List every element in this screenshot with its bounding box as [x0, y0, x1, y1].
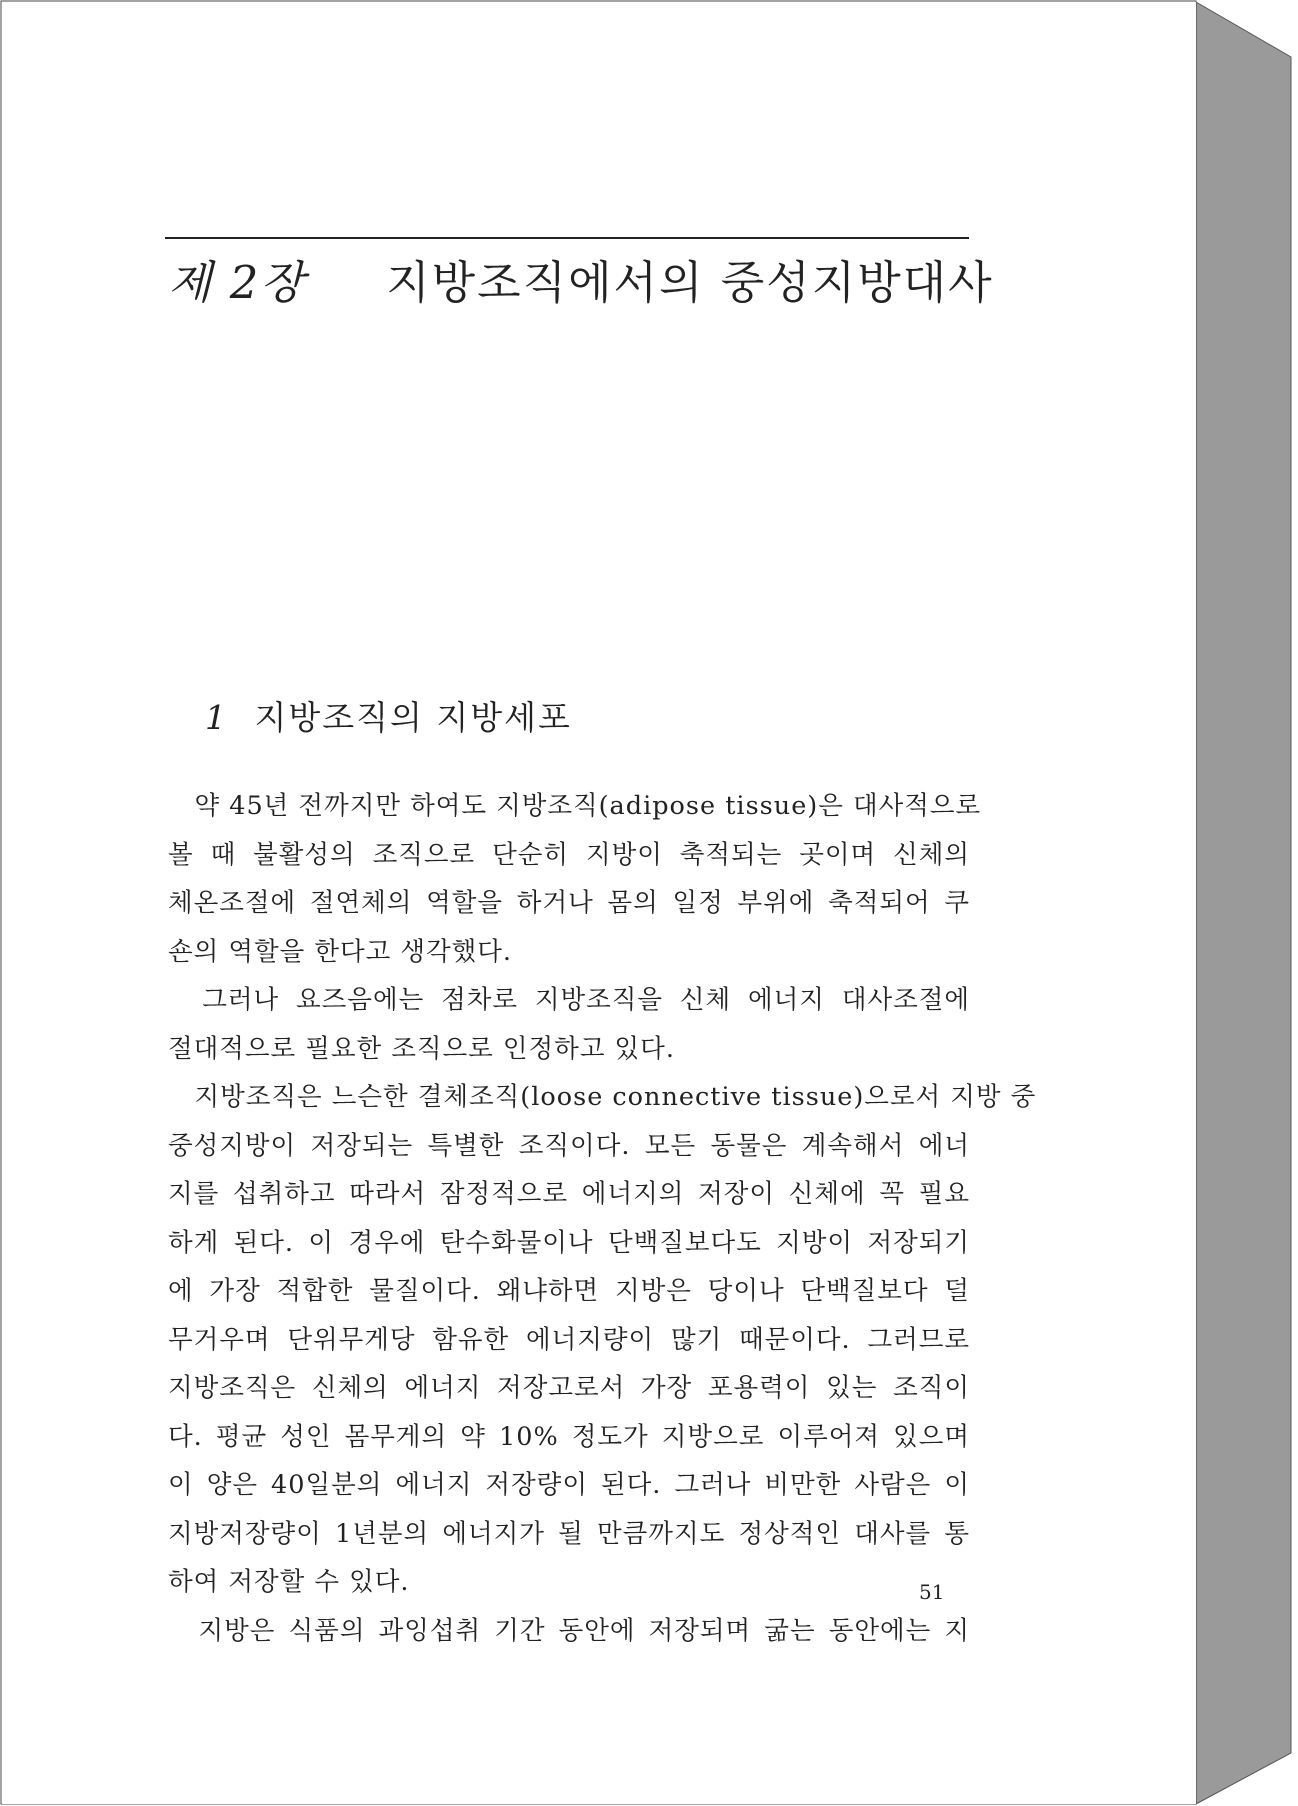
- text-line: 무거우며 단위무게당 함유한 에너지량이 많기 때문이다. 그러므로: [168, 1324, 970, 1355]
- text-line: 이 양은 40일분의 에너지 저장량이 된다. 그러나 비만한 사람은 이: [168, 1470, 970, 1500]
- chapter-rule: [165, 237, 969, 239]
- text-line: 그러나 요즈음에는 점차로 지방조직을 신체 에너지 대사조절에: [168, 985, 970, 1015]
- section-number: 1: [205, 698, 228, 737]
- text-line: 절대적으로 필요한 조직으로 인정하고 있다.: [168, 1033, 675, 1064]
- page-number: 51: [919, 1580, 945, 1604]
- chapter-heading: [168, 246, 994, 311]
- section-title: 지방조직의 지방세포: [254, 698, 572, 737]
- section-heading: [205, 692, 572, 739]
- text-line: 에 가장 적합한 물질이다. 왜냐하면 지방은 당이나 단백질보다 덜: [168, 1276, 970, 1306]
- text-line: 하게 된다. 이 경우에 탄수화물이나 단백질보다도 지방이 저장되기: [168, 1227, 970, 1258]
- text-line: 약 45년 전까지만 하여도 지방조직(adipose tissue)은 대사적으로: [168, 791, 982, 821]
- chapter-title: 지방조직에서의 중성지방대사: [386, 256, 994, 309]
- text-line: 지를 섭취하고 따라서 잠정적으로 에너지의 저장이 신체에 꼭 필요: [168, 1179, 970, 1209]
- chapter-number: 제 2장: [168, 256, 306, 309]
- text-line: 중성지방이 저장되는 특별한 조직이다. 모든 동물은 계속해서 에너: [168, 1130, 970, 1161]
- text-line: 지방저장량이 1년분의 에너지가 될 만큼까지도 정상적인 대사를 통: [168, 1518, 970, 1549]
- text-line: 볼 때 불활성의 조직으로 단순히 지방이 축적되는 곳이며 신체의: [168, 839, 970, 870]
- document-page: [2, 2, 1196, 1804]
- text-line: 숀의 역할을 한다고 생각했다.: [168, 936, 513, 967]
- text-line: 지방조직은 느슨한 결체조직(loose connective tissue)으로서 지방 중: [168, 1082, 1037, 1112]
- text-line: 다. 평균 성인 몸무게의 약 10% 정도가 지방으로 이루어져 있으며: [168, 1421, 970, 1452]
- text-line: 지방은 식품의 과잉섭취 기간 동안에 저장되며 굶는 동안에는 지: [168, 1615, 970, 1646]
- text-line: 체온조절에 절연체의 역할을 하거나 몸의 일정 부위에 축적되어 쿠: [168, 888, 970, 918]
- text-line: 지방조직은 신체의 에너지 저장고로서 가장 포용력이 있는 조직이: [168, 1373, 970, 1403]
- text-line: 하여 저장할 수 있다.: [168, 1567, 410, 1597]
- body-text: [168, 782, 1037, 1655]
